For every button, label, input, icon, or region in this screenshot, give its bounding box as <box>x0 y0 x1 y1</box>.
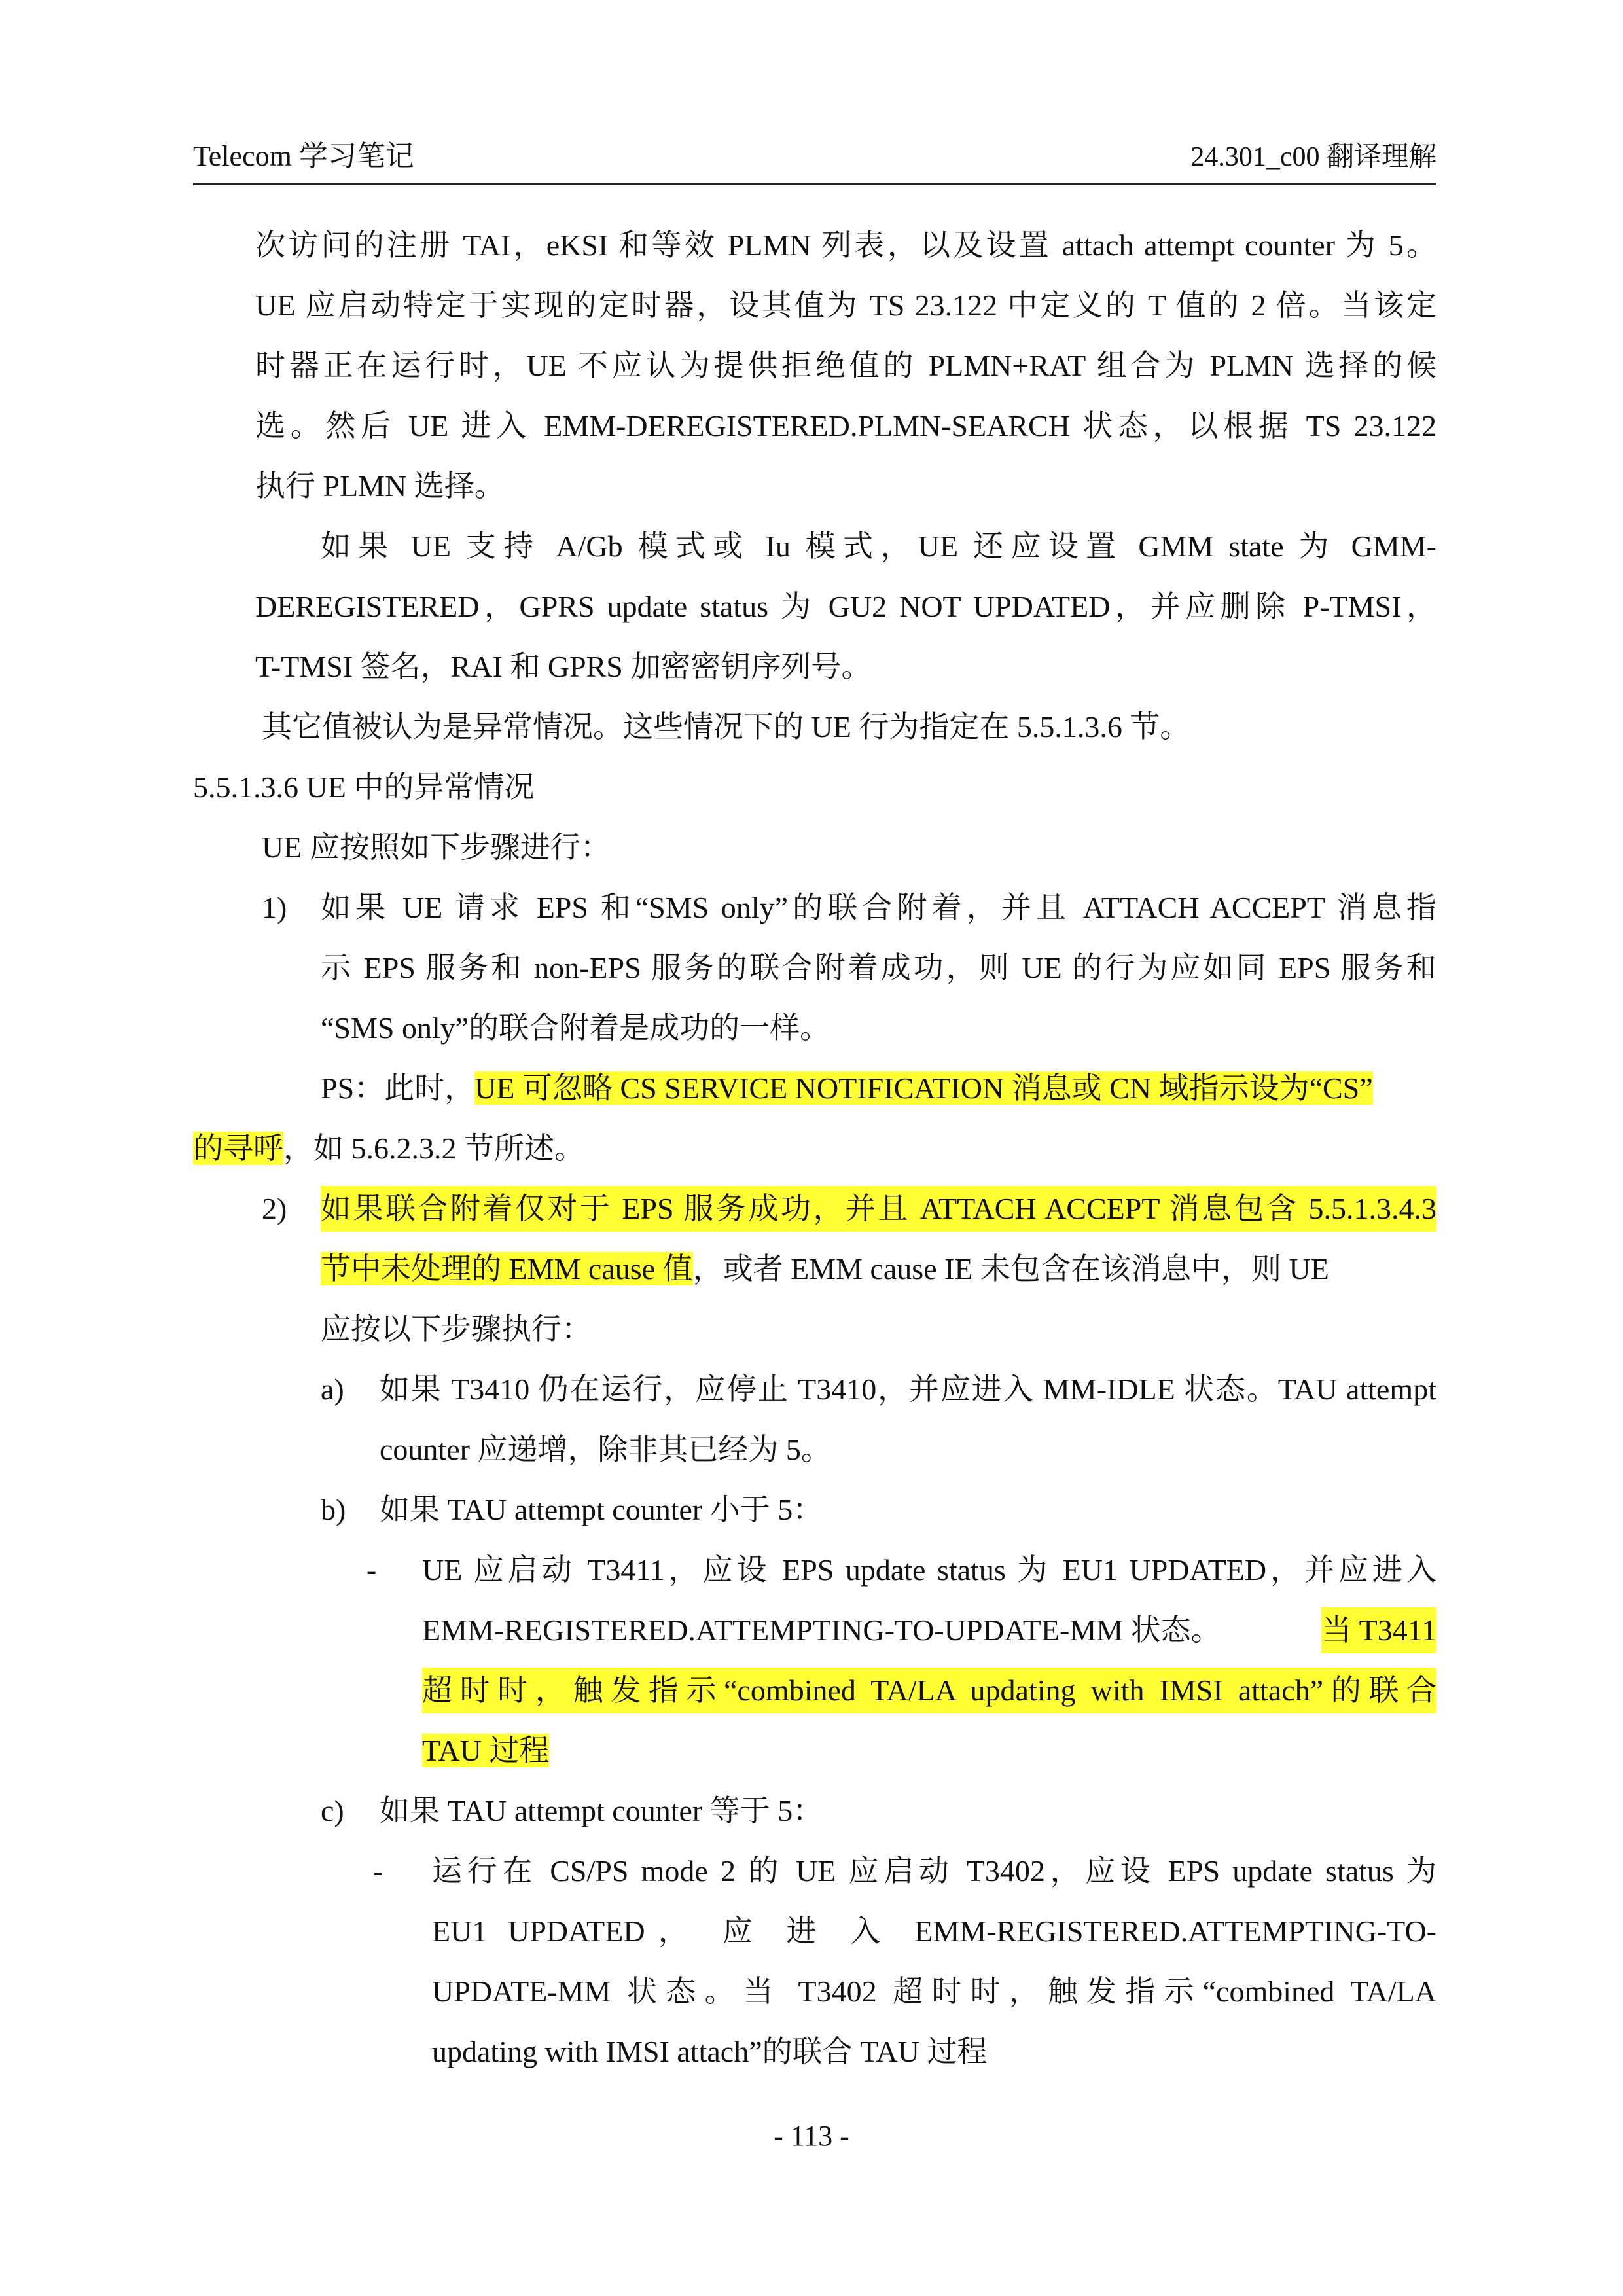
highlighted-text: TAU 过程 <box>422 1734 550 1767</box>
highlighted-text: 的寻呼 <box>193 1132 283 1165</box>
list-number: 1) <box>262 891 287 924</box>
text-line: 执行 PLMN 选择。 <box>255 469 505 503</box>
text-line <box>422 1728 549 1774</box>
text-span: ，或者 EMM cause IE 未包含在该消息中，则 UE <box>692 1252 1329 1285</box>
text-line: 如果 UE 请求 EPS 和“SMS only”的联合附着，并且 ATTACH ACCEPT 消息指 <box>321 891 1436 924</box>
text-line: updating with IMSI attach”的联合 TAU 过程 <box>432 2035 988 2068</box>
list-dash: - <box>373 1854 383 1888</box>
text-line: 时器正在运行时，UE 不应认为提供拒绝值的 PLMN+RAT 组合为 PLMN 选择的候 <box>255 349 1436 382</box>
list-letter: a) <box>321 1372 344 1406</box>
text-line <box>321 1066 1373 1111</box>
text-line <box>321 1246 1329 1292</box>
list-letter: c) <box>321 1794 344 1827</box>
page-header <box>193 137 1436 185</box>
text-line: 如果 T3410 仍在运行，应停止 T3410，并应进入 MM-IDLE 状态。TAU attempt <box>380 1372 1436 1406</box>
text-line <box>193 1126 584 1172</box>
text-line: “SMS only”的联合附着是成功的一样。 <box>321 1011 830 1045</box>
highlighted-text: 超时时，触发指示“combined TA/LA updating with IMSI attach”的联合 <box>422 1668 1436 1713</box>
text-line: EU1 UPDATED， 应 进 入 EMM-REGISTERED.ATTEMPTING-TO- <box>432 1914 1436 1948</box>
text-line: 如果 TAU attempt counter 等于 5： <box>380 1794 823 1827</box>
text-line <box>422 1607 1436 1653</box>
note-label: PS：此时， <box>321 1071 475 1105</box>
text-line: UE 应启动特定于实现的定时器，设其值为 TS 23.122 中定义的 T 值的 2 倍。当该定 <box>255 289 1436 322</box>
text-span: ，如 5.6.2.3.2 节所述。 <box>283 1132 584 1165</box>
page-number: - 113 - <box>774 2120 849 2152</box>
highlighted-text: 如果联合附着仅对于 EPS 服务成功，并且 ATTACH ACCEPT 消息包含 5.5.1.3.4.3 <box>321 1186 1436 1232</box>
highlighted-text: 节中未处理的 EMM cause 值 <box>321 1252 693 1285</box>
text-line: 如果 TAU attempt counter 小于 5： <box>380 1493 823 1526</box>
list-number: 2) <box>262 1192 287 1225</box>
text-line: 示 EPS 服务和 non-EPS 服务的联合附着成功，则 UE 的行为应如同 EPS 服务和 <box>321 951 1436 984</box>
list-letter: b) <box>321 1493 346 1526</box>
header-right-title: 24.301_c00 翻译理解 <box>1190 142 1436 172</box>
section-heading: 5.5.1.3.6 UE 中的异常情况 <box>193 770 535 804</box>
text-line: counter 应递增，除非其已经为 5。 <box>380 1433 831 1466</box>
list-dash: - <box>366 1553 377 1587</box>
text-line: 应按以下步骤执行： <box>321 1312 592 1346</box>
text-line: UE 应按照如下步骤进行： <box>262 831 611 864</box>
text-line: UE 应启动 T3411，应设 EPS update status 为 EU1 UPDATED，并应进入 <box>422 1553 1436 1587</box>
text-line: 运行在 CS/PS mode 2 的 UE 应启动 T3402，应设 EPS update status 为 <box>432 1854 1436 1888</box>
text-line: 次访问的注册 TAI，eKSI 和等效 PLMN 列表，以及设置 attach attempt counter 为 5。 <box>255 228 1436 262</box>
header-left-title: Telecom 学习笔记 <box>193 140 414 172</box>
text-line: 其它值被认为是异常情况。这些情况下的 UE 行为指定在 5.5.1.3.6 节。 <box>262 710 1190 744</box>
text-line: 如果 UE 支持 A/Gb 模式或 Iu 模式，UE 还应设置 GMM state 为 GMM- <box>321 529 1436 563</box>
highlighted-text: 当 T3411 <box>1321 1607 1436 1653</box>
highlighted-text: UE 可忽略 CS SERVICE NOTIFICATION 消息或 CN 域指示设为“CS” <box>474 1071 1373 1105</box>
text-span: EMM-REGISTERED.ATTEMPTING-TO-UPDATE-MM 状态。 <box>422 1613 1221 1647</box>
text-line: UPDATE-MM 状态。当 T3402 超时时，触发指示“combined TA/LA <box>432 1975 1436 2008</box>
text-line: 选。然后 UE 进入 EMM-DEREGISTERED.PLMN-SEARCH 状态，以根据 TS 23.122 <box>255 409 1436 442</box>
text-line: DEREGISTERED，GPRS update status 为 GU2 NOT UPDATED，并应删除 P-TMSI， <box>255 590 1436 623</box>
text-line: T-TMSI 签名，RAI 和 GPRS 加密密钥序列号。 <box>255 650 872 683</box>
